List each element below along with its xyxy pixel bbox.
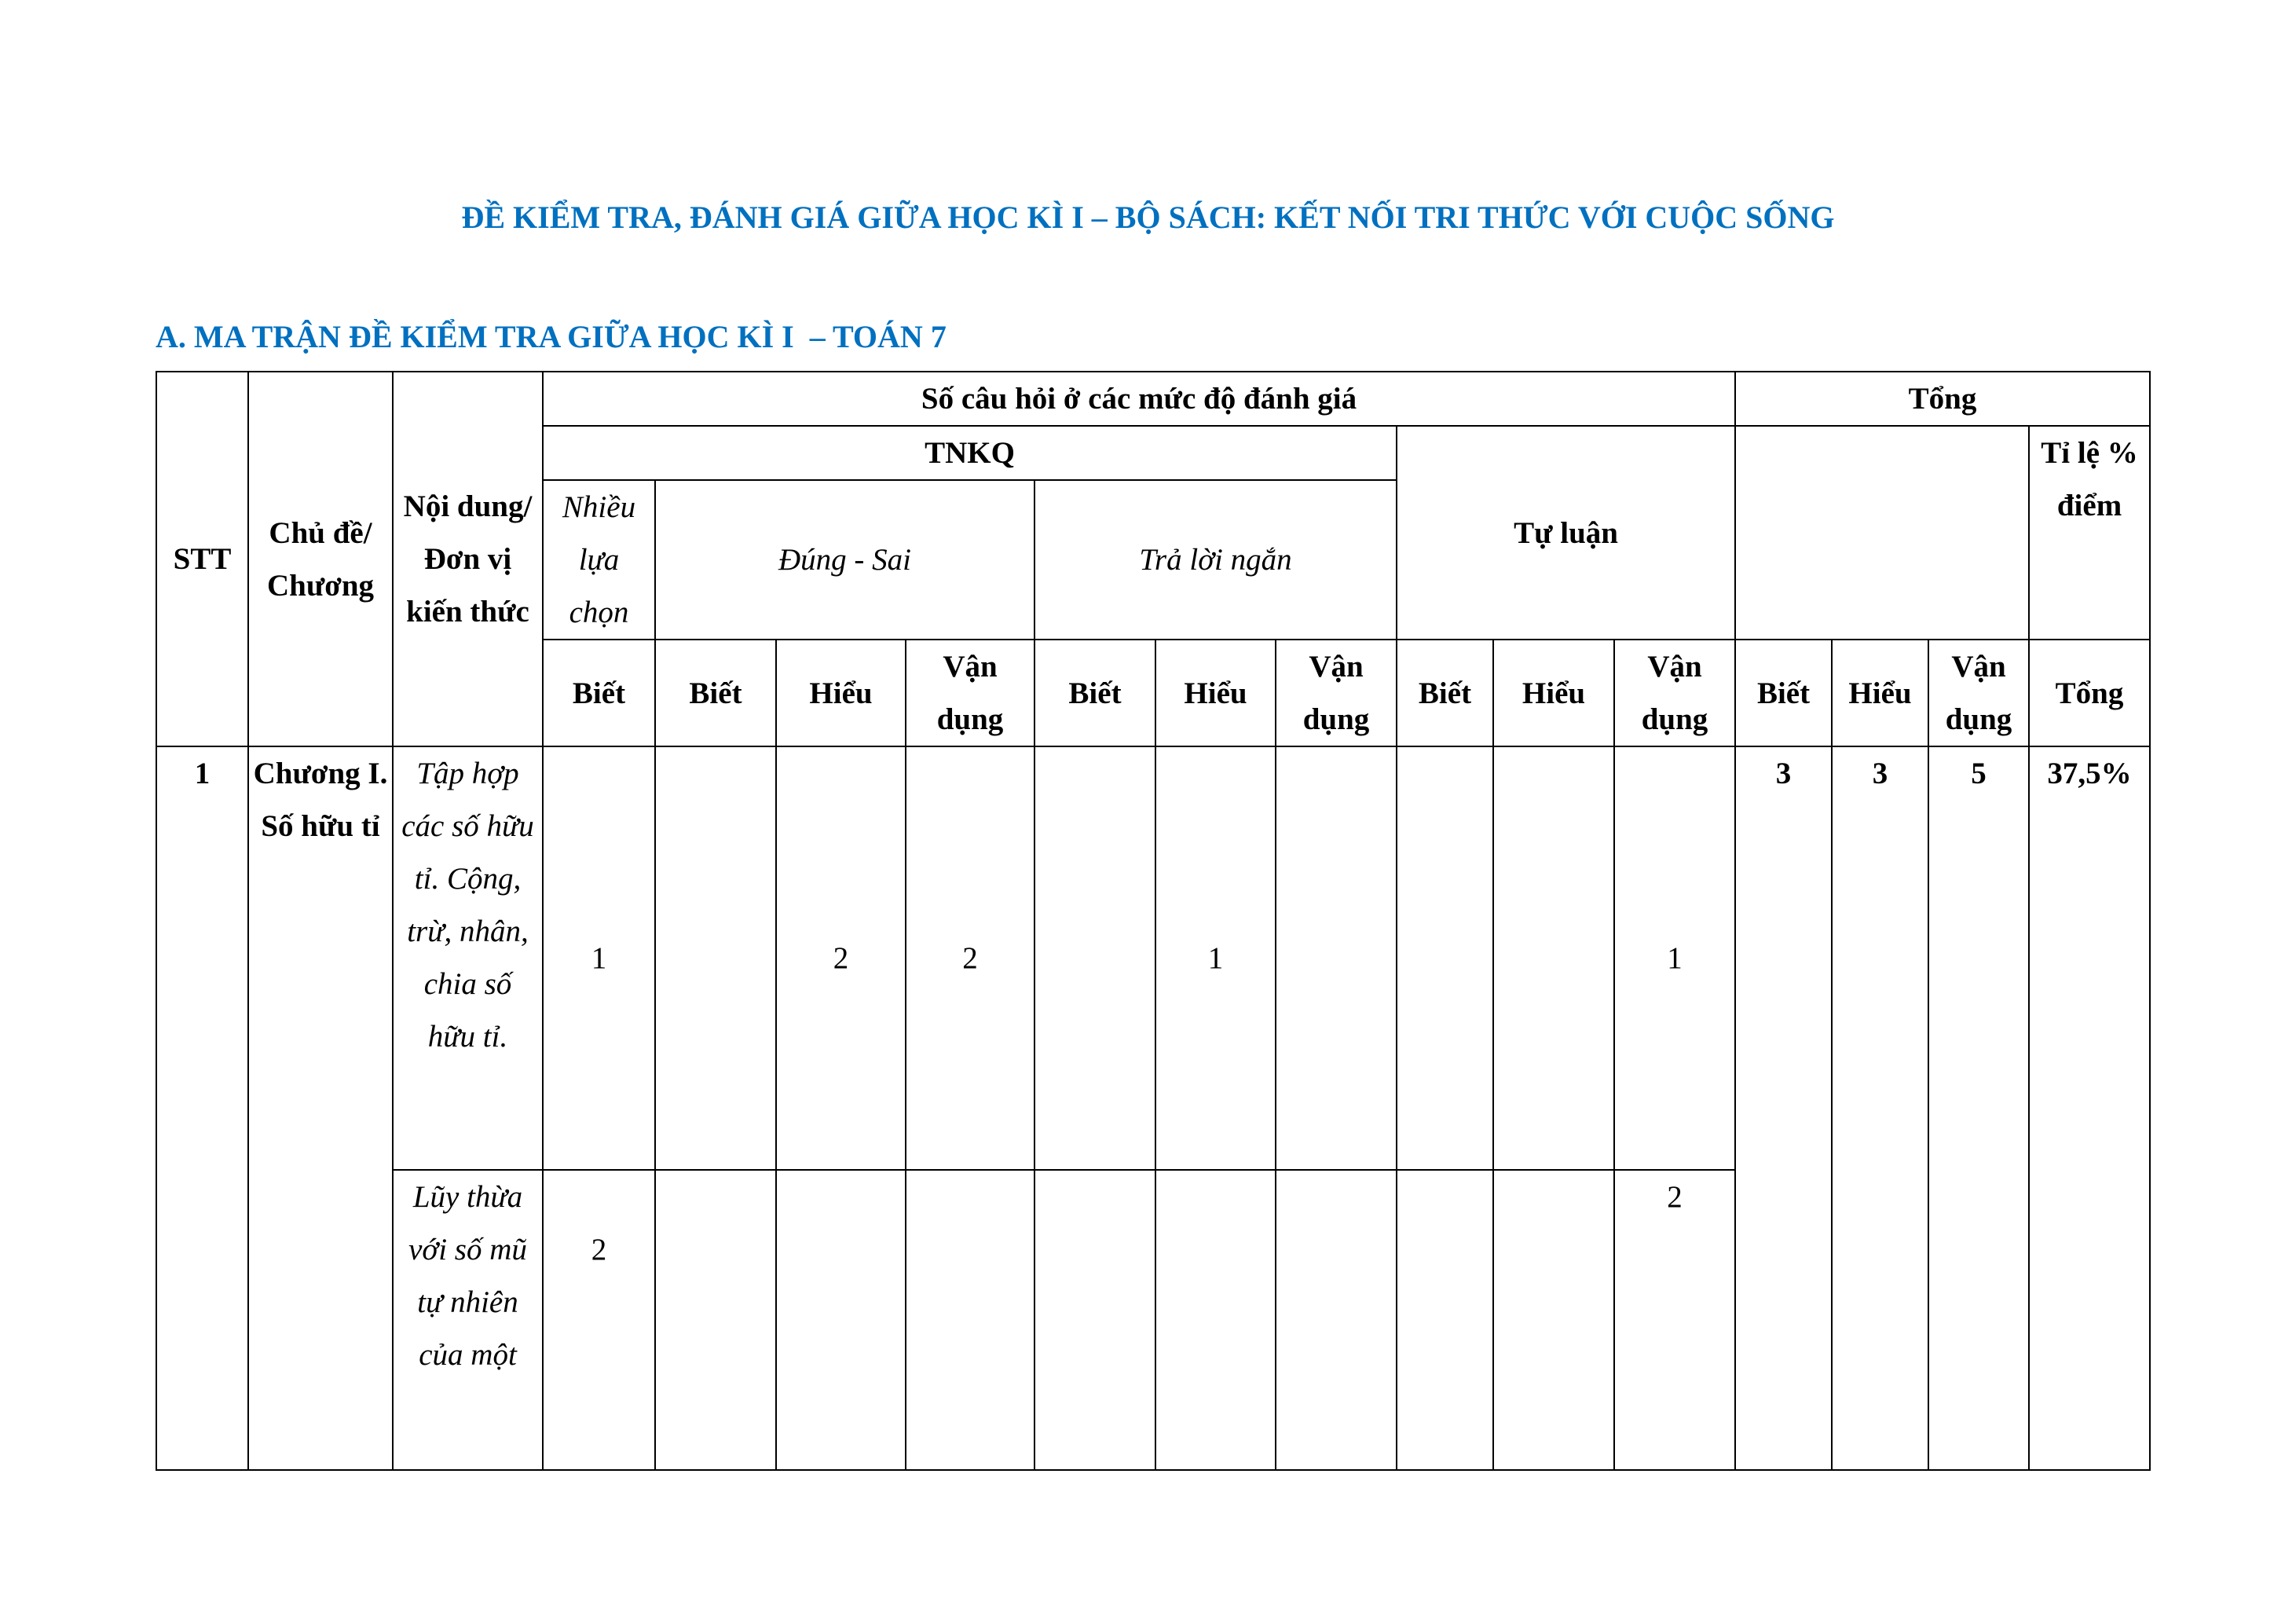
sub-ds-vandung: Vận dụng	[906, 640, 1034, 746]
section-title: A. MA TRẬN ĐỀ KIỂM TRA GIỮA HỌC KÌ I – TOÁN 7	[156, 319, 947, 354]
cell-tl-biet	[1397, 1170, 1493, 1470]
header-noi-dung	[393, 372, 543, 746]
header-tra-loi-ngan: Trả lời ngắn	[1034, 480, 1397, 640]
cell-ds-hieu	[776, 1170, 906, 1470]
cell-tln-hieu: 1	[1155, 746, 1276, 1170]
sub-tong-tong: Tổng	[2029, 640, 2150, 746]
sub-ds-hieu: Hiểu	[776, 640, 906, 746]
document-title: ĐỀ KIỂM TRA, ĐÁNH GIÁ GIỮA HỌC KÌ I – BỘ SÁCH: KẾT NỐI TRI THỨC VỚI CUỘC SỐNG	[461, 200, 1835, 235]
header-noi-dung-text: Nội dung/ Đơn vị kiến thức	[403, 489, 533, 629]
header-row-1	[156, 372, 2150, 426]
cell-tl-biet	[1397, 746, 1493, 1170]
cell-tln-hieu	[1155, 1170, 1276, 1470]
cell-noi-dung-text: Lũy thừa với số mũ tự nhiên của một	[408, 1180, 527, 1372]
cell-ds-hieu: 2	[776, 746, 906, 1170]
header-tong-blank	[1735, 426, 2029, 640]
sub-tong-biet: Biết	[1735, 640, 1832, 746]
cell-stt: 1	[156, 746, 248, 1470]
cell-tl-vandung: 1	[1614, 746, 1735, 1170]
cell-tong-hieu: 3	[1832, 746, 1928, 1470]
header-ti-le	[2029, 426, 2150, 640]
header-tu-luan: Tự luận	[1397, 426, 1735, 640]
cell-ds-biet	[655, 746, 776, 1170]
table-row	[156, 746, 2150, 1170]
cell-noi-dung	[393, 746, 543, 1170]
cell-chu-de	[248, 746, 393, 1470]
sub-tln-biet: Biết	[1034, 640, 1155, 746]
cell-tln-biet	[1034, 1170, 1155, 1470]
cell-ds-vandung	[906, 1170, 1034, 1470]
sub-tl-biet: Biết	[1397, 640, 1493, 746]
cell-tln-vandung	[1276, 1170, 1397, 1470]
sub-tl-vandung: Vận dụng	[1614, 640, 1735, 746]
sub-tong-hieu: Hiểu	[1832, 640, 1928, 746]
header-chu-de-text: Chủ đề/ Chương	[266, 515, 375, 603]
sub-ds-biet: Biết	[655, 640, 776, 746]
cell-nlc-biet: 2	[543, 1170, 655, 1470]
cell-ds-vandung: 2	[906, 746, 1034, 1170]
cell-ds-biet	[655, 1170, 776, 1470]
cell-tln-vandung	[1276, 746, 1397, 1170]
header-tnkq: TNKQ	[543, 426, 1397, 480]
header-stt: STT	[156, 372, 248, 746]
cell-nlc-biet: 1	[543, 746, 655, 1170]
header-dung-sai: Đúng - Sai	[655, 480, 1034, 640]
cell-tong-vandung: 5	[1928, 746, 2029, 1470]
header-nhieu-lua-chon: Nhiều lựa chọn	[543, 480, 655, 640]
cell-tl-vandung: 2	[1614, 1170, 1735, 1470]
sub-nlc-biet: Biết	[543, 640, 655, 746]
cell-ti-le: 37,5%	[2029, 746, 2150, 1470]
cell-noi-dung	[393, 1170, 543, 1470]
sub-tong-vandung: Vận dụng	[1928, 640, 2029, 746]
header-tong-group: Tổng	[1735, 372, 2150, 426]
cell-tl-hieu	[1493, 746, 1614, 1170]
header-ti-le-text: Tỉ lệ % điểm	[2041, 436, 2138, 522]
assessment-matrix-table	[156, 371, 2151, 1471]
cell-chu-de-text: Chương I. Số hữu tỉ	[253, 757, 388, 843]
cell-noi-dung-text: Tập hợp các số hữu tỉ. Cộng, trừ, nhân, chia số hữu tỉ.	[401, 757, 534, 1054]
sub-tl-hieu: Hiểu	[1493, 640, 1614, 746]
sub-tln-vandung: Vận dụng	[1276, 640, 1397, 746]
cell-tl-hieu	[1493, 1170, 1614, 1470]
cell-tong-biet: 3	[1735, 746, 1832, 1470]
cell-tln-biet	[1034, 746, 1155, 1170]
sub-tln-hieu: Hiểu	[1155, 640, 1276, 746]
header-so-cau-hoi: Số câu hỏi ở các mức độ đánh giá	[543, 372, 1735, 426]
header-chu-de	[248, 372, 393, 746]
